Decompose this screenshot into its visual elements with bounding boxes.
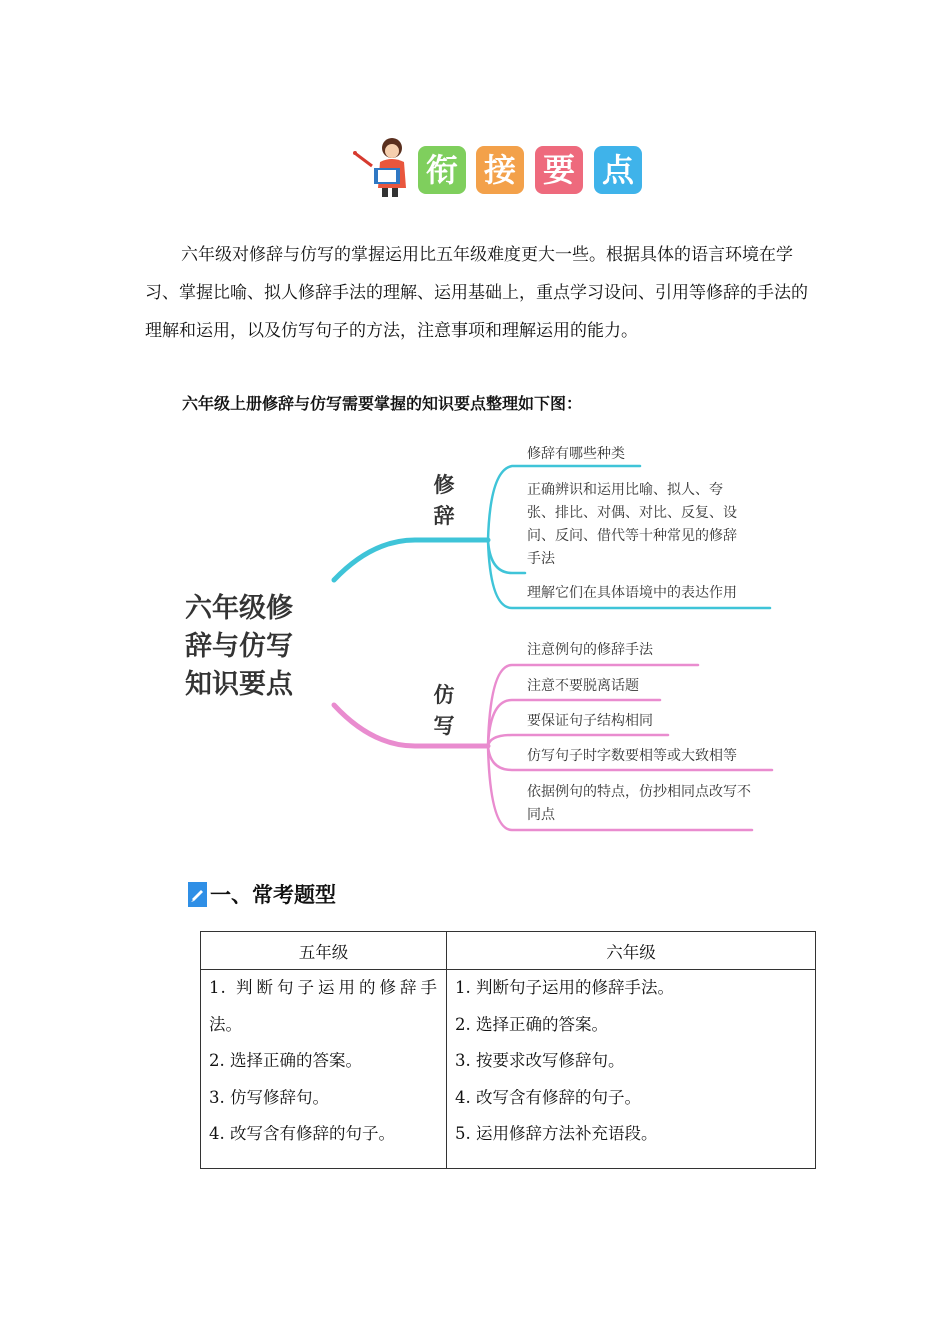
grade6-cell xyxy=(447,970,816,1169)
list-item: 2. 选择正确的答案。 xyxy=(209,1051,362,1070)
mindmap-leaf: 依据例句的特点，仿抄相同点改写不同点 xyxy=(527,784,751,823)
mindmap-leaf: 注意不要脱离话题 xyxy=(527,678,639,694)
mindmap-leaf: 要保证句子结构相同 xyxy=(527,713,653,729)
mindmap-branch-imitation: 仿写 xyxy=(433,683,455,738)
section-title: 一、常考题型 xyxy=(210,882,336,907)
banner-tile-3: 要 xyxy=(535,146,583,194)
mindmap-leaf: 正确辨识和运用比喻、拟人、夸张、排比、对偶、对比、反复、设问、反问、借代等十种常见的修辞手法 xyxy=(527,482,737,567)
banner-tile-4: 点 xyxy=(594,146,642,194)
mindmap-leaf: 理解它们在具体语境中的表达作用 xyxy=(527,585,737,601)
banner-tile-2: 接 xyxy=(476,146,524,194)
mindmap-branch-rhetoric: 修辞 xyxy=(433,473,455,528)
mindmap-leaf: 修辞有哪些种类 xyxy=(527,446,625,462)
list-item: 1. 判断句子运用的修辞手 xyxy=(209,978,438,997)
table-header: 六年级 xyxy=(447,932,816,970)
list-item: 3. 仿写修辞句。 xyxy=(209,1087,329,1107)
list-item: 4. 改写含有修辞的句子。 xyxy=(209,1124,395,1143)
question-types-table xyxy=(200,931,816,1169)
banner-tile-1: 衔 xyxy=(418,146,466,194)
list-item: 4. 改写含有修辞的句子。 xyxy=(455,1087,641,1107)
pen-icon xyxy=(188,882,207,907)
mindmap-leaf: 仿写句子时字数要相等或大致相等 xyxy=(527,748,737,764)
list-item: 法。 xyxy=(209,1014,242,1034)
mindmap-lead: 六年级上册修辞与仿写需要掌握的知识要点整理如下图： xyxy=(182,394,583,413)
list-item: 1. 判断句子运用的修辞手法。 xyxy=(455,978,674,997)
list-item: 3. 按要求改写修辞句。 xyxy=(455,1051,625,1070)
mindmap-center: 六年级修辞与仿写知识要点 xyxy=(185,593,293,700)
table-header: 五年级 xyxy=(201,932,447,970)
list-item: 5. 运用修辞方法补充语段。 xyxy=(455,1124,658,1143)
list-item: 2. 选择正确的答案。 xyxy=(455,1014,608,1034)
grade5-cell xyxy=(201,970,447,1169)
mindmap-leaf: 注意例句的修辞手法 xyxy=(527,642,653,658)
intro-text: 六年级对修辞与仿写的掌握运用比五年级难度更大一些。根据具体的语言环境在学习、掌握比喻、拟人修辞手法的理解、运用基础上，重点学习设问、引用等修辞的手法的理解和运用，以及仿写句子的方法，注意事项和理解运用的能力。 xyxy=(145,245,808,341)
